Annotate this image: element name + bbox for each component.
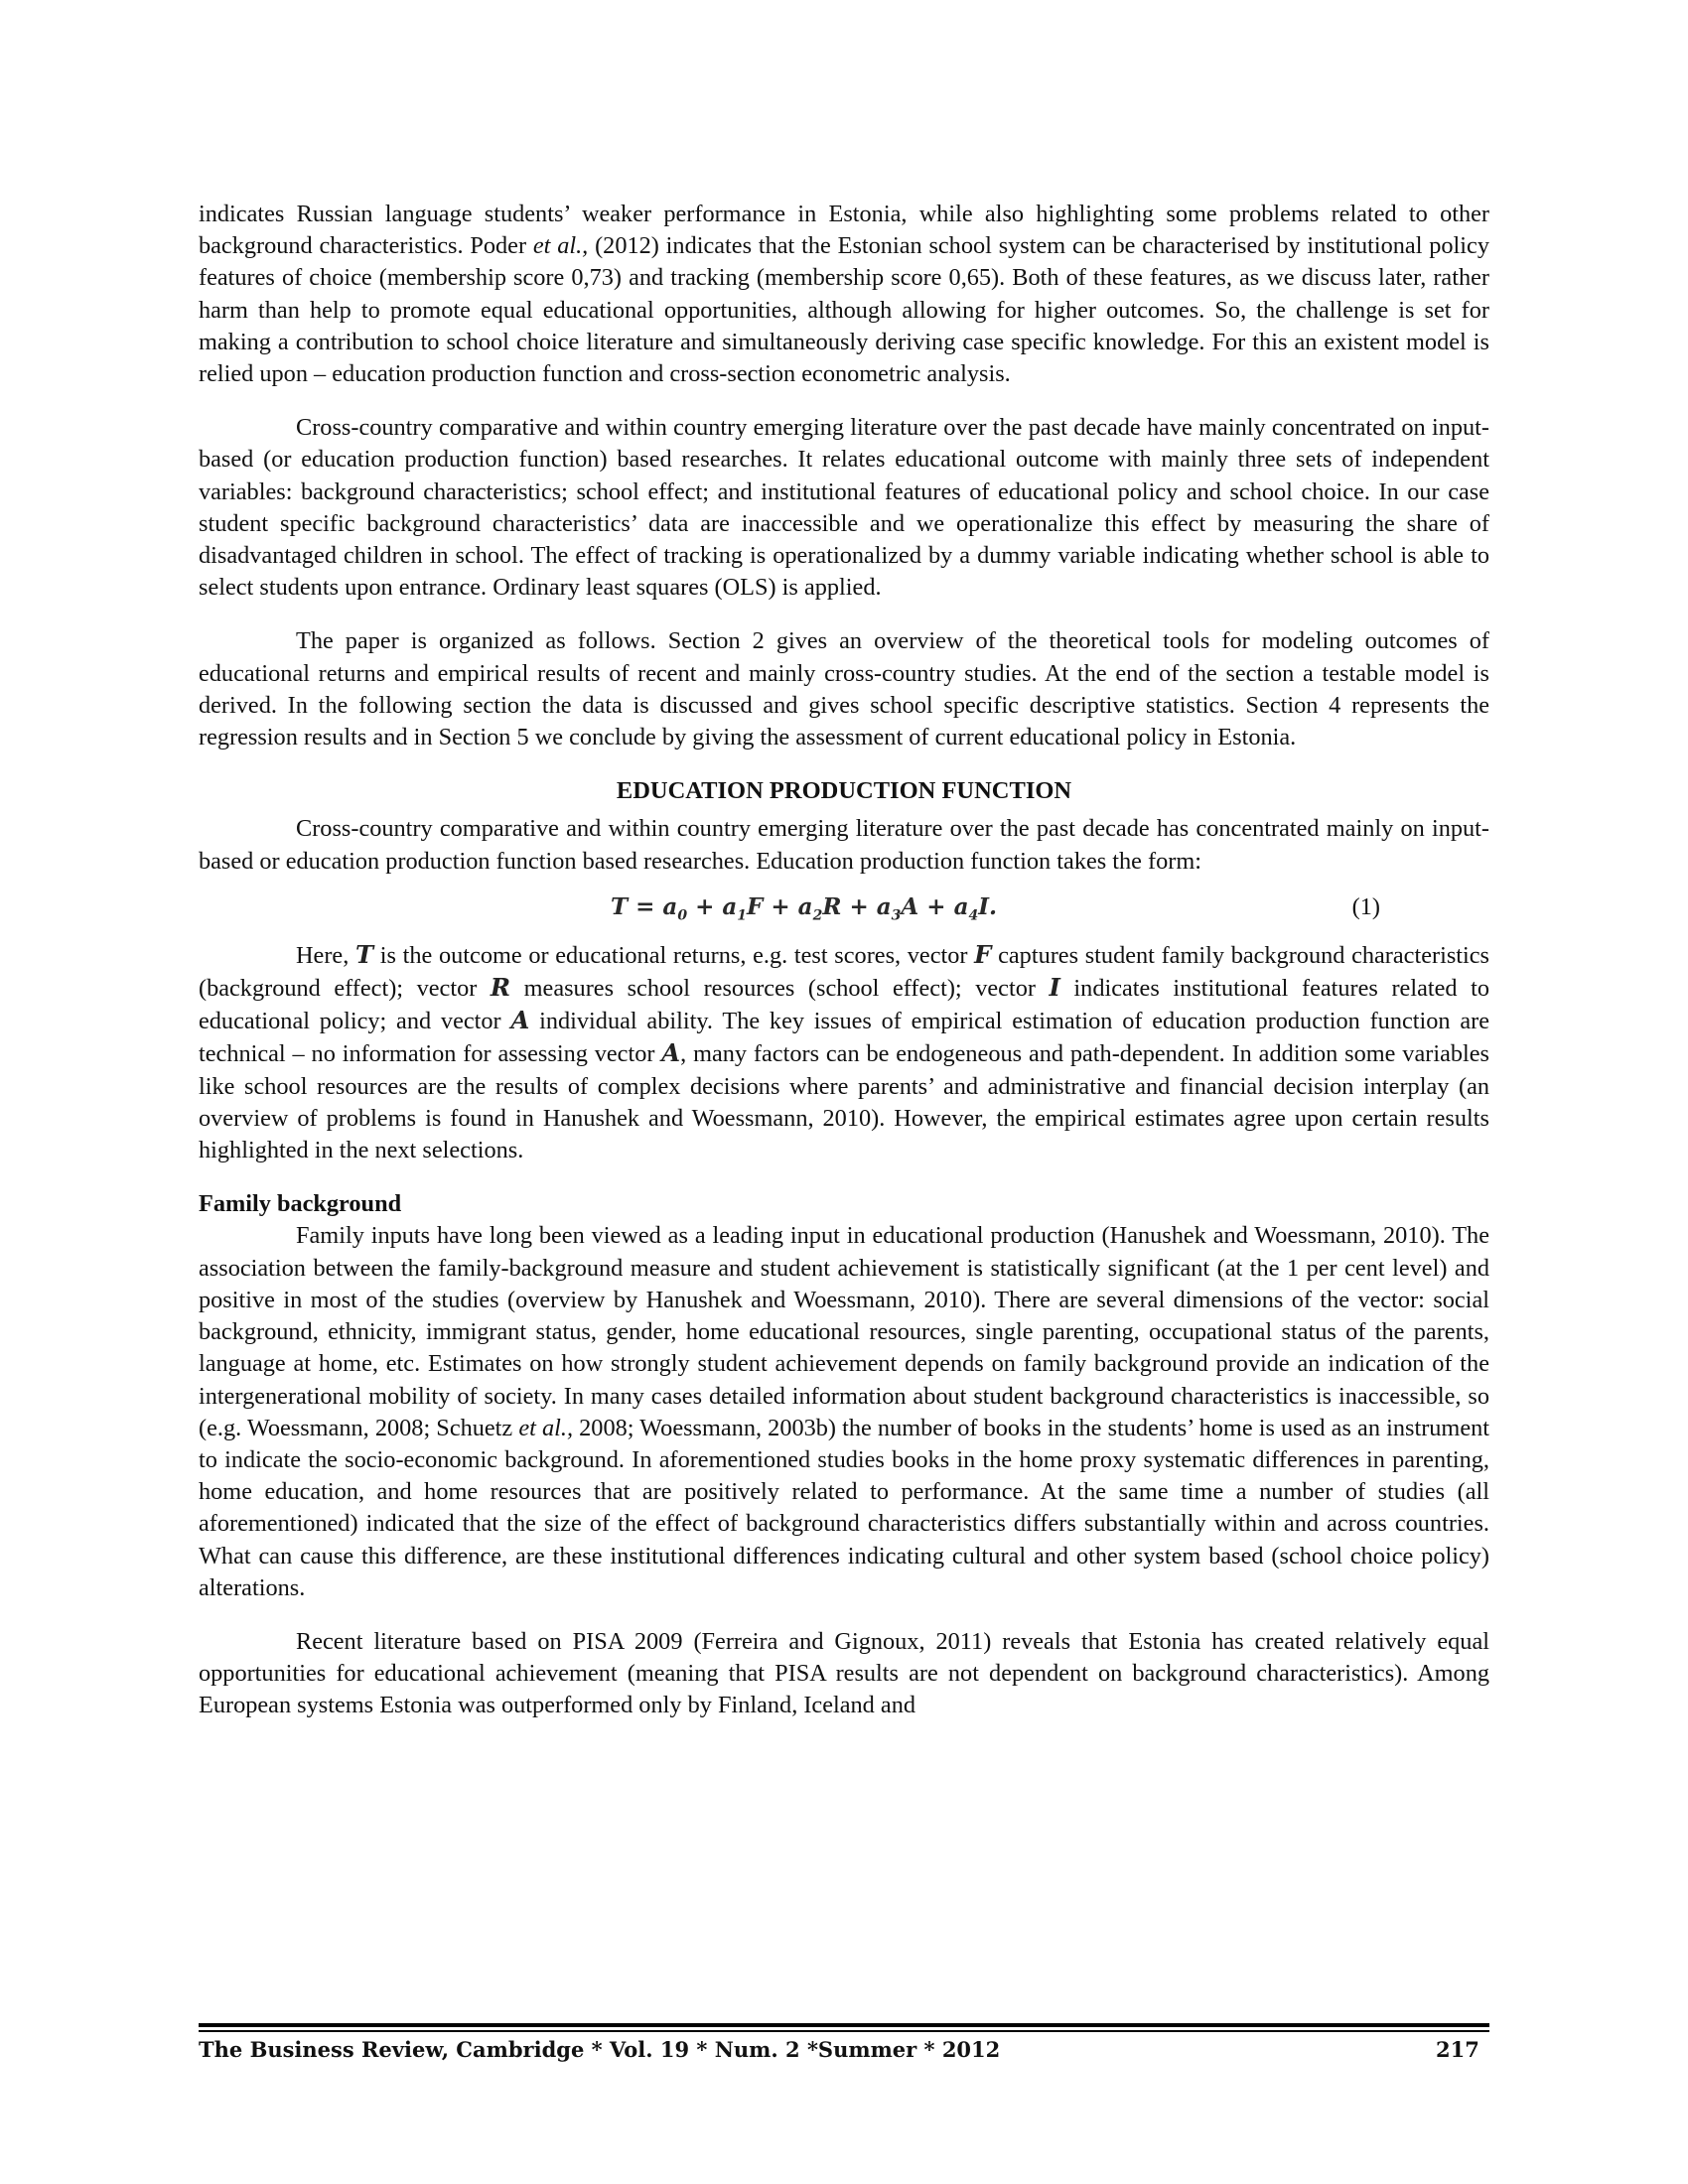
equation: $T = a_0 + a_1F + a_2R + a_3A + a_4I$. <box>611 892 997 924</box>
variable-A: A <box>510 1006 530 1035</box>
equation-number: (1) <box>1351 892 1380 920</box>
section-heading: EDUCATION PRODUCTION FUNCTION <box>616 777 1072 805</box>
footer-rule <box>199 2023 1489 2027</box>
paragraph-pisa: Recent literature based on PISA 2009 (Ferreira and Gignoux, 2011) reveals that Estonia has created relatively equal opportunities for educational achievement (meaning that PISA results are not dependent on background characteristics). Among European systems Estonia was outperformed only by Finland, Iceland and <box>199 1627 1489 1719</box>
text-span: indicates Russian language students’ weaker performance in Estonia, while also highlighting some problems related to other background characteristics. Poder <box>199 201 1489 260</box>
variable-I: I <box>1049 973 1060 1003</box>
subsection-heading: Family background <box>199 1190 402 1218</box>
paragraph-epf-intro: Cross-country comparative and within country emerging literature over the past decade has concentrated mainly on input-based or education production function based researches. Education production function takes the form: <box>199 815 1489 875</box>
page-number: 217 <box>1436 2037 1479 2062</box>
italic-citation: et al., <box>518 1414 574 1441</box>
paragraph-organization: The paper is organized as follows. Section 2 gives an overview of the theoretical tools for modeling outcomes of educational returns and empirical results of recent and mainly cross-country studies. At the end of the section a testable model is derived. In the following section the data is discussed and gives school specific descriptive statistics. Section 4 represents the regression results and in Section 5 we conclude by giving the assessment of current educational policy in Estonia. <box>199 627 1489 751</box>
paragraph-continuation <box>199 199 1489 390</box>
page-body <box>199 199 1489 1744</box>
variable-R: R <box>490 973 511 1003</box>
footer-rule <box>199 2030 1489 2032</box>
variable-F: F <box>974 939 992 969</box>
paragraph-literature: Cross-country comparative and within country emerging literature over the past decade have mainly concentrated on input-based (or education production function) based researches. It relates educational outcome with mainly three sets of independent variables: background characteristics; school effect; and institutional features of educational policy and school choice. In our case student specific background characteristics’ data are inaccessible and we operationalize this effect by measuring the share of disadvantaged children in school. The effect of tracking is operationalized by a dummy variable indicating whether school is able to select students upon entrance. Ordinary least squares (OLS) is applied. <box>199 414 1489 602</box>
variable-T: T <box>354 939 374 969</box>
equation-row <box>199 887 1489 931</box>
paragraph-family-background: Family inputs have long been viewed as a leading input in educational production (Hanushek and Woessmann, 2010). The association between the family-background measure and student achievement is statistically significant (at the 1 per cent level) and positive in most of the studies (overview by Hanushek and Woessmann, 2010). There are several dimensions of the vector: social background, ethnicity, immigrant status, gender, home educational resources, single parenting, occupational status of the parents, language at home, etc. Estimates on how strongly student achievement depends on family background provide an indication of the intergenerational mobility of society. In many cases detailed information about student background characteristics is inaccessible, so (e.g. Woessmann, 2008; Schuetz et al., 2008; Woessmann, 2003b) the number of books in the students’ home is used as an instrument to indicate the socio-economic background. In aforementioned studies books in the home proxy systematic differences in parenting, home education, and home resources that are positively related to performance. At the same time a number of studies (all aforementioned) indicated that the size of the effect of background characteristics differs substantially within and across countries. What can cause this difference, are these institutional differences indicating cultural and other system based (school choice policy) alterations. <box>199 1222 1490 1601</box>
italic-citation: et al., <box>532 232 589 260</box>
variable-A: A <box>661 1038 681 1068</box>
text-span: (2012) indicates that the Estonian school system can be characterised by institutional policy features of choice (membership score 0,73) and tracking (membership score 0,65). Both of these features, as we discuss later, rather harm than help to promote equal educational opportunities, although allowing for higher outcomes. So, the challenge is set for making a contribution to school choice literature and simultaneously deriving case specific knowledge. For this an existent model is relied upon – education production function and cross-section econometric analysis. <box>199 232 1489 388</box>
footer-journal: The Business Review, Cambridge * Vol. 19 * Num. 2 *Summer * 2012 <box>199 2037 1001 2062</box>
paragraph-variables: Here, T is the outcome or educational returns, e.g. test scores, vector F captures student family background characteristics (background effect); vector R measures school resources (school effect); vector I indicates institutional features related to educational policy; and vector A individual ability. The key issues of empirical estimation of education production function are technical – no information for assessing vector A, many factors can be endogeneous and path-dependent. In addition some variables like school resources are the results of complex decisions where parents’ and administrative and financial decision interplay (an overview of problems is found in Hanushek and Woessmann, 2010). However, the empirical estimates agree upon certain results highlighted in the next selections. <box>199 939 1490 1164</box>
